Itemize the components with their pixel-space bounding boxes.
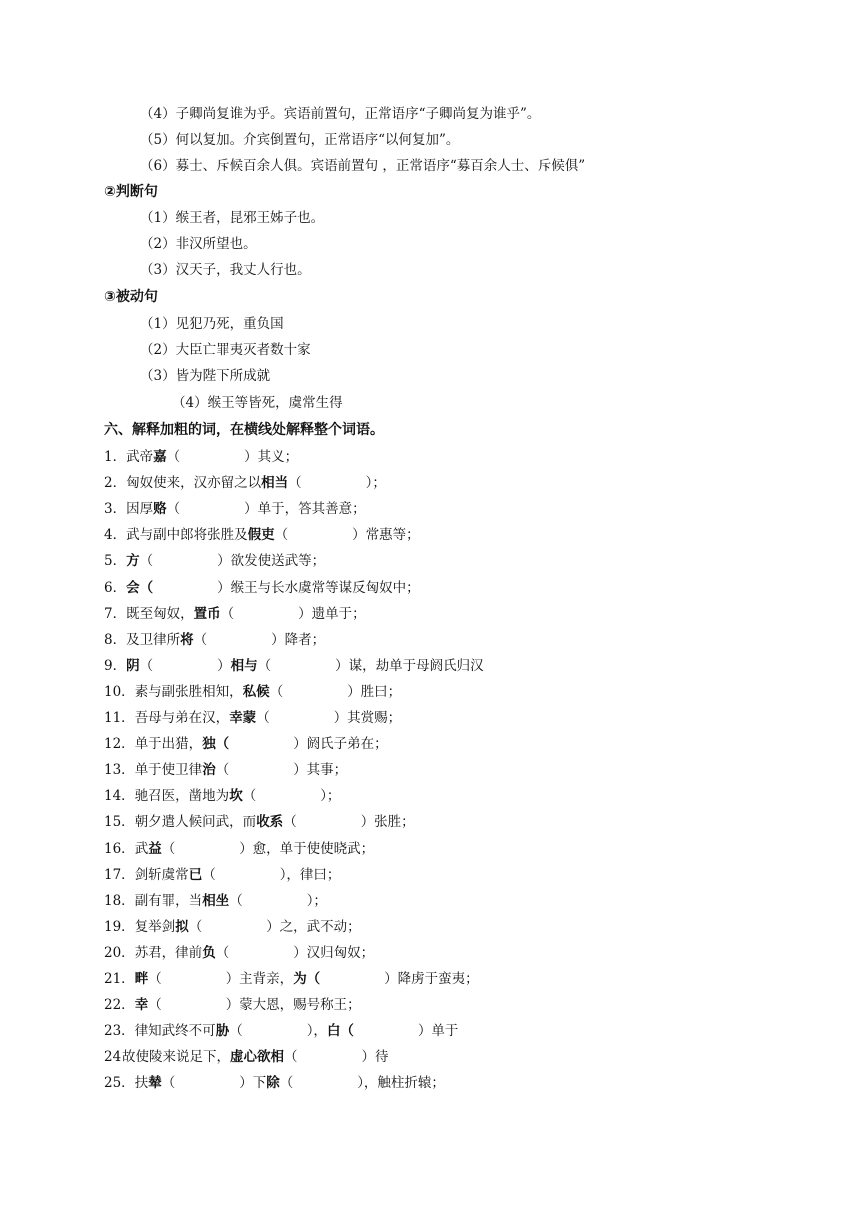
bold-term: 嘉 (153, 449, 167, 465)
question-item (104, 446, 298, 468)
question-item (104, 942, 374, 964)
question-item (104, 498, 366, 520)
example-line: （1）见犯乃死，重负国 (140, 316, 284, 332)
bold-term: 虚心欲相 (230, 1049, 284, 1066)
bold-term: 胁 (215, 1023, 230, 1040)
question-text: （ (166, 501, 181, 518)
question-number: 25． (104, 1075, 135, 1092)
question-item (104, 759, 347, 781)
question-item (104, 864, 340, 886)
question-text: （ (242, 788, 257, 805)
question-text: ）谋，劫单于母阏氏归汉 (335, 657, 484, 674)
question-text: ）蒙大恩，赐号称王； (225, 997, 361, 1014)
question-item (104, 733, 388, 755)
question-text: （ (193, 631, 208, 648)
question-text: 苏君，律前 (134, 944, 203, 961)
bold-term: 益 (148, 840, 162, 857)
question-text: ）欲发使送武等； (217, 553, 326, 570)
question-item (104, 1046, 389, 1068)
question-text: ）其赏赐； (333, 710, 402, 726)
question-text: 素与副张胜相知， (134, 683, 243, 700)
question-text: ）之，武不动； (266, 918, 361, 935)
bold-term: 已 (188, 866, 203, 883)
question-text: 单于出猎， (134, 736, 203, 753)
question-number: 23． (104, 1023, 135, 1040)
question-item (104, 629, 325, 651)
example-line: （3）汉天子，我丈人行也。 (140, 262, 311, 278)
bold-term: 赂 (153, 501, 167, 518)
question-text: ）； (320, 788, 341, 805)
question-text: （ (283, 814, 297, 831)
question-text: 武 (134, 840, 149, 857)
question-number: 3． (104, 501, 127, 518)
question-text: （ (288, 475, 302, 492)
question-number: 1． (104, 449, 127, 465)
question-item (104, 785, 340, 807)
question-text: （ (229, 892, 243, 909)
question-number: 10． (104, 683, 135, 700)
question-number: 11． (104, 710, 135, 726)
question-text: ）主背亲， (225, 971, 294, 987)
question-text: （ (215, 762, 230, 779)
question-item (104, 655, 484, 677)
question-item (104, 707, 401, 729)
bold-term: 负 (202, 944, 216, 961)
question-item (104, 890, 327, 912)
example-line: （2）非汉所望也。 (140, 236, 257, 252)
question-text: ），律曰； (279, 866, 341, 883)
bold-term: 方 (126, 553, 140, 570)
question-text: ）阏氏子弟在； (293, 736, 388, 753)
question-text: （ (148, 997, 162, 1014)
question-text: （ (139, 657, 154, 674)
question-text: ）其义； (244, 449, 299, 465)
bold-term: 坎 (229, 788, 243, 805)
question-number: 12． (104, 736, 135, 753)
question-text: 剑斩虞常 (134, 866, 189, 883)
question-item (104, 1020, 458, 1042)
question-number: 2． (104, 475, 127, 492)
bold-term: 私候 (242, 683, 270, 700)
question-text: （ (215, 944, 230, 961)
example-line: （4）子卿尚复谁为乎。宾语前置句，正常语序“子卿尚复为谁乎”。 (140, 106, 541, 122)
question-text: （ (229, 1023, 243, 1040)
bold-term: 除 (266, 1075, 280, 1092)
example-line: （2）大臣亡罪夷灭者数十家 (140, 342, 311, 358)
question-item (104, 603, 366, 625)
question-item (104, 577, 420, 599)
question-item (104, 916, 361, 938)
question-text: （ (279, 1075, 294, 1092)
question-text: ） (217, 657, 231, 674)
bold-term: 相与 (230, 657, 258, 674)
bold-term: 相当 (261, 475, 289, 492)
question-text: ）降者； (271, 631, 326, 648)
bold-term: 辇 (148, 1075, 162, 1092)
question-item (104, 811, 415, 833)
example-line: （6）募士、斥候百余人俱。宾语前置句 ，正常语序“募百余人士、斥候俱” (140, 158, 586, 174)
question-number: 17． (104, 866, 135, 883)
question-text: （ (161, 840, 176, 857)
question-text: 因厚 (126, 501, 154, 518)
question-text: （ (161, 1075, 176, 1092)
question-text: （ (269, 683, 284, 700)
question-text: ）张胜； (360, 814, 415, 831)
question-text: ）缑王与长水虞常等谋反匈奴中； (217, 579, 420, 596)
question-text: 扶 (134, 1075, 149, 1092)
bold-term: 拟 (175, 918, 189, 935)
section-heading-passive: ③被动句 (104, 289, 158, 305)
question-text: ）其事； (293, 762, 348, 779)
question-text: ）胜曰； (347, 683, 402, 700)
bold-term: 收系 (256, 814, 284, 831)
question-text: （ (284, 1049, 298, 1066)
bold-term: 将 (180, 631, 194, 648)
example-line: （1）缑王者，昆邪王姊子也。 (140, 210, 325, 226)
example-line: （4）缑王等皆死，虞常生得 (172, 395, 343, 411)
question-number: 6． (104, 579, 127, 596)
question-number: 20． (104, 944, 135, 961)
bold-term: 治 (202, 762, 216, 779)
question-text: （ (220, 605, 235, 622)
question-item (104, 681, 401, 703)
question-item (104, 550, 325, 572)
bold-term: 置币 (193, 605, 221, 622)
question-text: ）降虏于蛮夷； (384, 971, 479, 987)
question-text: （ (166, 449, 181, 465)
example-line: （5）何以复加。介宾倒置句，正常语序“以何复加”。 (140, 132, 460, 148)
bold-term: 阴 (126, 657, 140, 674)
question-number: 9． (104, 657, 127, 674)
question-text: 律知武终不可 (134, 1023, 216, 1040)
question-text: 朝夕遣人候问武，而 (134, 814, 257, 831)
question-text: （ (274, 527, 289, 544)
question-text: ）； (306, 892, 327, 909)
example-line: （3）皆为陛下所成就 (140, 368, 271, 384)
question-text: （ (202, 866, 216, 883)
bold-term: 白（ (326, 1023, 354, 1040)
question-text: 单于使卫律 (134, 762, 203, 779)
question-text: 武帝 (126, 449, 154, 465)
bold-term: 相坐 (202, 892, 230, 909)
section-heading-judgment: ②判断句 (104, 184, 158, 200)
bold-term: 会（ (126, 579, 154, 596)
bold-term: 为（ (293, 971, 321, 987)
question-text: ），触柱折辕； (357, 1075, 445, 1092)
question-number: 19． (104, 918, 135, 935)
question-number: 4． (104, 527, 127, 544)
question-text: （ (148, 971, 162, 987)
question-item (104, 472, 386, 494)
question-text: 吾母与弟在汉， (134, 710, 230, 726)
question-text: 副有罪，当 (134, 892, 203, 909)
bold-term: 幸蒙 (229, 710, 257, 726)
question-number: 5． (104, 553, 127, 570)
question-text: 及卫律所 (126, 631, 181, 648)
question-item (104, 968, 479, 990)
question-number: 18． (104, 892, 135, 909)
question-text: 匈奴使来，汉亦留之以 (126, 475, 262, 492)
question-item (104, 994, 361, 1016)
question-number: 7． (104, 605, 127, 622)
question-text: ）遗单于； (298, 605, 366, 622)
question-number: 21． (104, 971, 135, 987)
question-number: 13． (104, 762, 135, 779)
question-text: 驰召医，凿地为 (134, 788, 230, 805)
question-number: 22． (104, 997, 135, 1014)
question-number: 8． (104, 631, 127, 648)
question-number: 14． (104, 788, 135, 805)
bold-term: 假吏 (247, 527, 275, 544)
question-text: （ (139, 553, 154, 570)
question-text: ）， (306, 1023, 327, 1040)
question-text: 复举剑 (134, 918, 176, 935)
question-text: ）单于，答其善意； (244, 501, 366, 518)
question-text: 武与副中郎将张胜及 (126, 527, 248, 544)
question-text: ）常惠等； (352, 527, 420, 544)
question-text: ）单于 (417, 1023, 459, 1040)
question-text: （ (257, 657, 272, 674)
bold-term: 畔 (134, 971, 149, 987)
section-heading-six: 六、解释加粗的词，在横线处解释整个词语。 (104, 422, 384, 438)
question-number: 24 (104, 1049, 122, 1066)
bold-term: 独（ (202, 736, 230, 753)
question-text: ）下 (239, 1075, 267, 1092)
question-text: ）愈，单于使使晓武； (239, 840, 375, 857)
question-text: ）汉归匈奴； (293, 944, 375, 961)
bold-term: 幸 (134, 997, 149, 1014)
question-text: （ (256, 710, 270, 726)
question-item (104, 838, 374, 860)
question-text: 既至匈奴， (126, 605, 194, 622)
question-item (104, 1072, 445, 1094)
question-text: （ (188, 918, 203, 935)
question-item (104, 524, 420, 546)
question-text: ）待 (361, 1049, 389, 1066)
question-text: ）； (365, 475, 386, 492)
question-number: 16． (104, 840, 135, 857)
question-text: 故使陵来说足下， (122, 1049, 230, 1066)
question-number: 15． (104, 814, 135, 831)
